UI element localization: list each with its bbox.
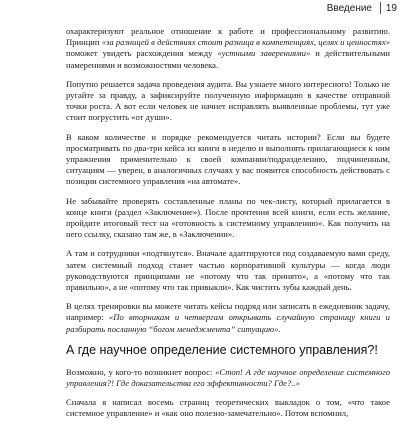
header-divider: [380, 2, 381, 14]
page-body: [66, 26, 390, 428]
paragraph-3: В каком количестве и порядке рекомендуется читать истории? Если вы будете просматривать по два-три кейса из книги в неделю и выполнять прилагающиеся к ним упражнения применительно к своей компании/подразделению, подчиненным, ситуациям — уверен, в аналогичных случаях у вас появится способность действовать с позиции системного управления «на автомате».: [66, 131, 390, 187]
running-header-section: Введение: [326, 3, 372, 14]
paragraph-6: В целях тренировки вы можете читать кейсы подряд или записать в ежедневник задачу, например: «По вторникам и четвергам открывать случайную страницу книги и разбирать посланную “богом менеджмента” ситуацию».: [66, 301, 390, 334]
paragraph-2: Попутно решается задача проведения аудита. Вы узнаете много интересного! Только не ругайте за правду, а зафиксируйте полученную информацию в качестве отправной точки роста. А вот если человек не начнет исправлять выявленные проблемы, тут уже стоит погрустить «от души».: [66, 78, 390, 123]
section-heading: А где научное определение системного управления?!: [66, 342, 378, 357]
paragraph-8: Сначала я написал восемь страниц теоретических выкладок о том, «что такое системное управление» и «как оно полезно-замечательно». Потом вспомнил,: [66, 397, 390, 419]
page-number: 19: [385, 3, 397, 14]
paragraph-4: Не забывайте проверять составленные планы по чек-листу, который прилагается в конце книги (раздел «Заключение»). После прочтения всей книги, если есть желание, пройдите итоговый тест на «готовность к системному управлению». Как получить на него ссылку, сказано там же, в «Заключении».: [66, 195, 390, 240]
paragraph-5: А там и сотрудники «подтянутся». Вначале адаптируются под создаваемую вами среду, затем системный подход станет частью корпоративной культуры — когда люди руководствуются принципами не «потому что так принято», а «потому что так правильно», а не «потому что так привыкли». Как чистить зубы каждый день.: [66, 248, 390, 293]
running-header: [0, 0, 420, 18]
paragraph-1: охарактеризуют реальное отношение к работе и профессиональному развитию. Принцип «за разницей в действиях стоит разница в компетенциях, целях и ценностях» поможет увидеть расхождения между «устными заверениями» и действительными намерениями и возможностями человека.: [66, 26, 390, 70]
paragraph-7: Возможно, у кого-то возникнет вопрос: «Стоп! А где научное определение системного управления?! Где доказательства его эффективности? Где?..»: [66, 366, 390, 389]
